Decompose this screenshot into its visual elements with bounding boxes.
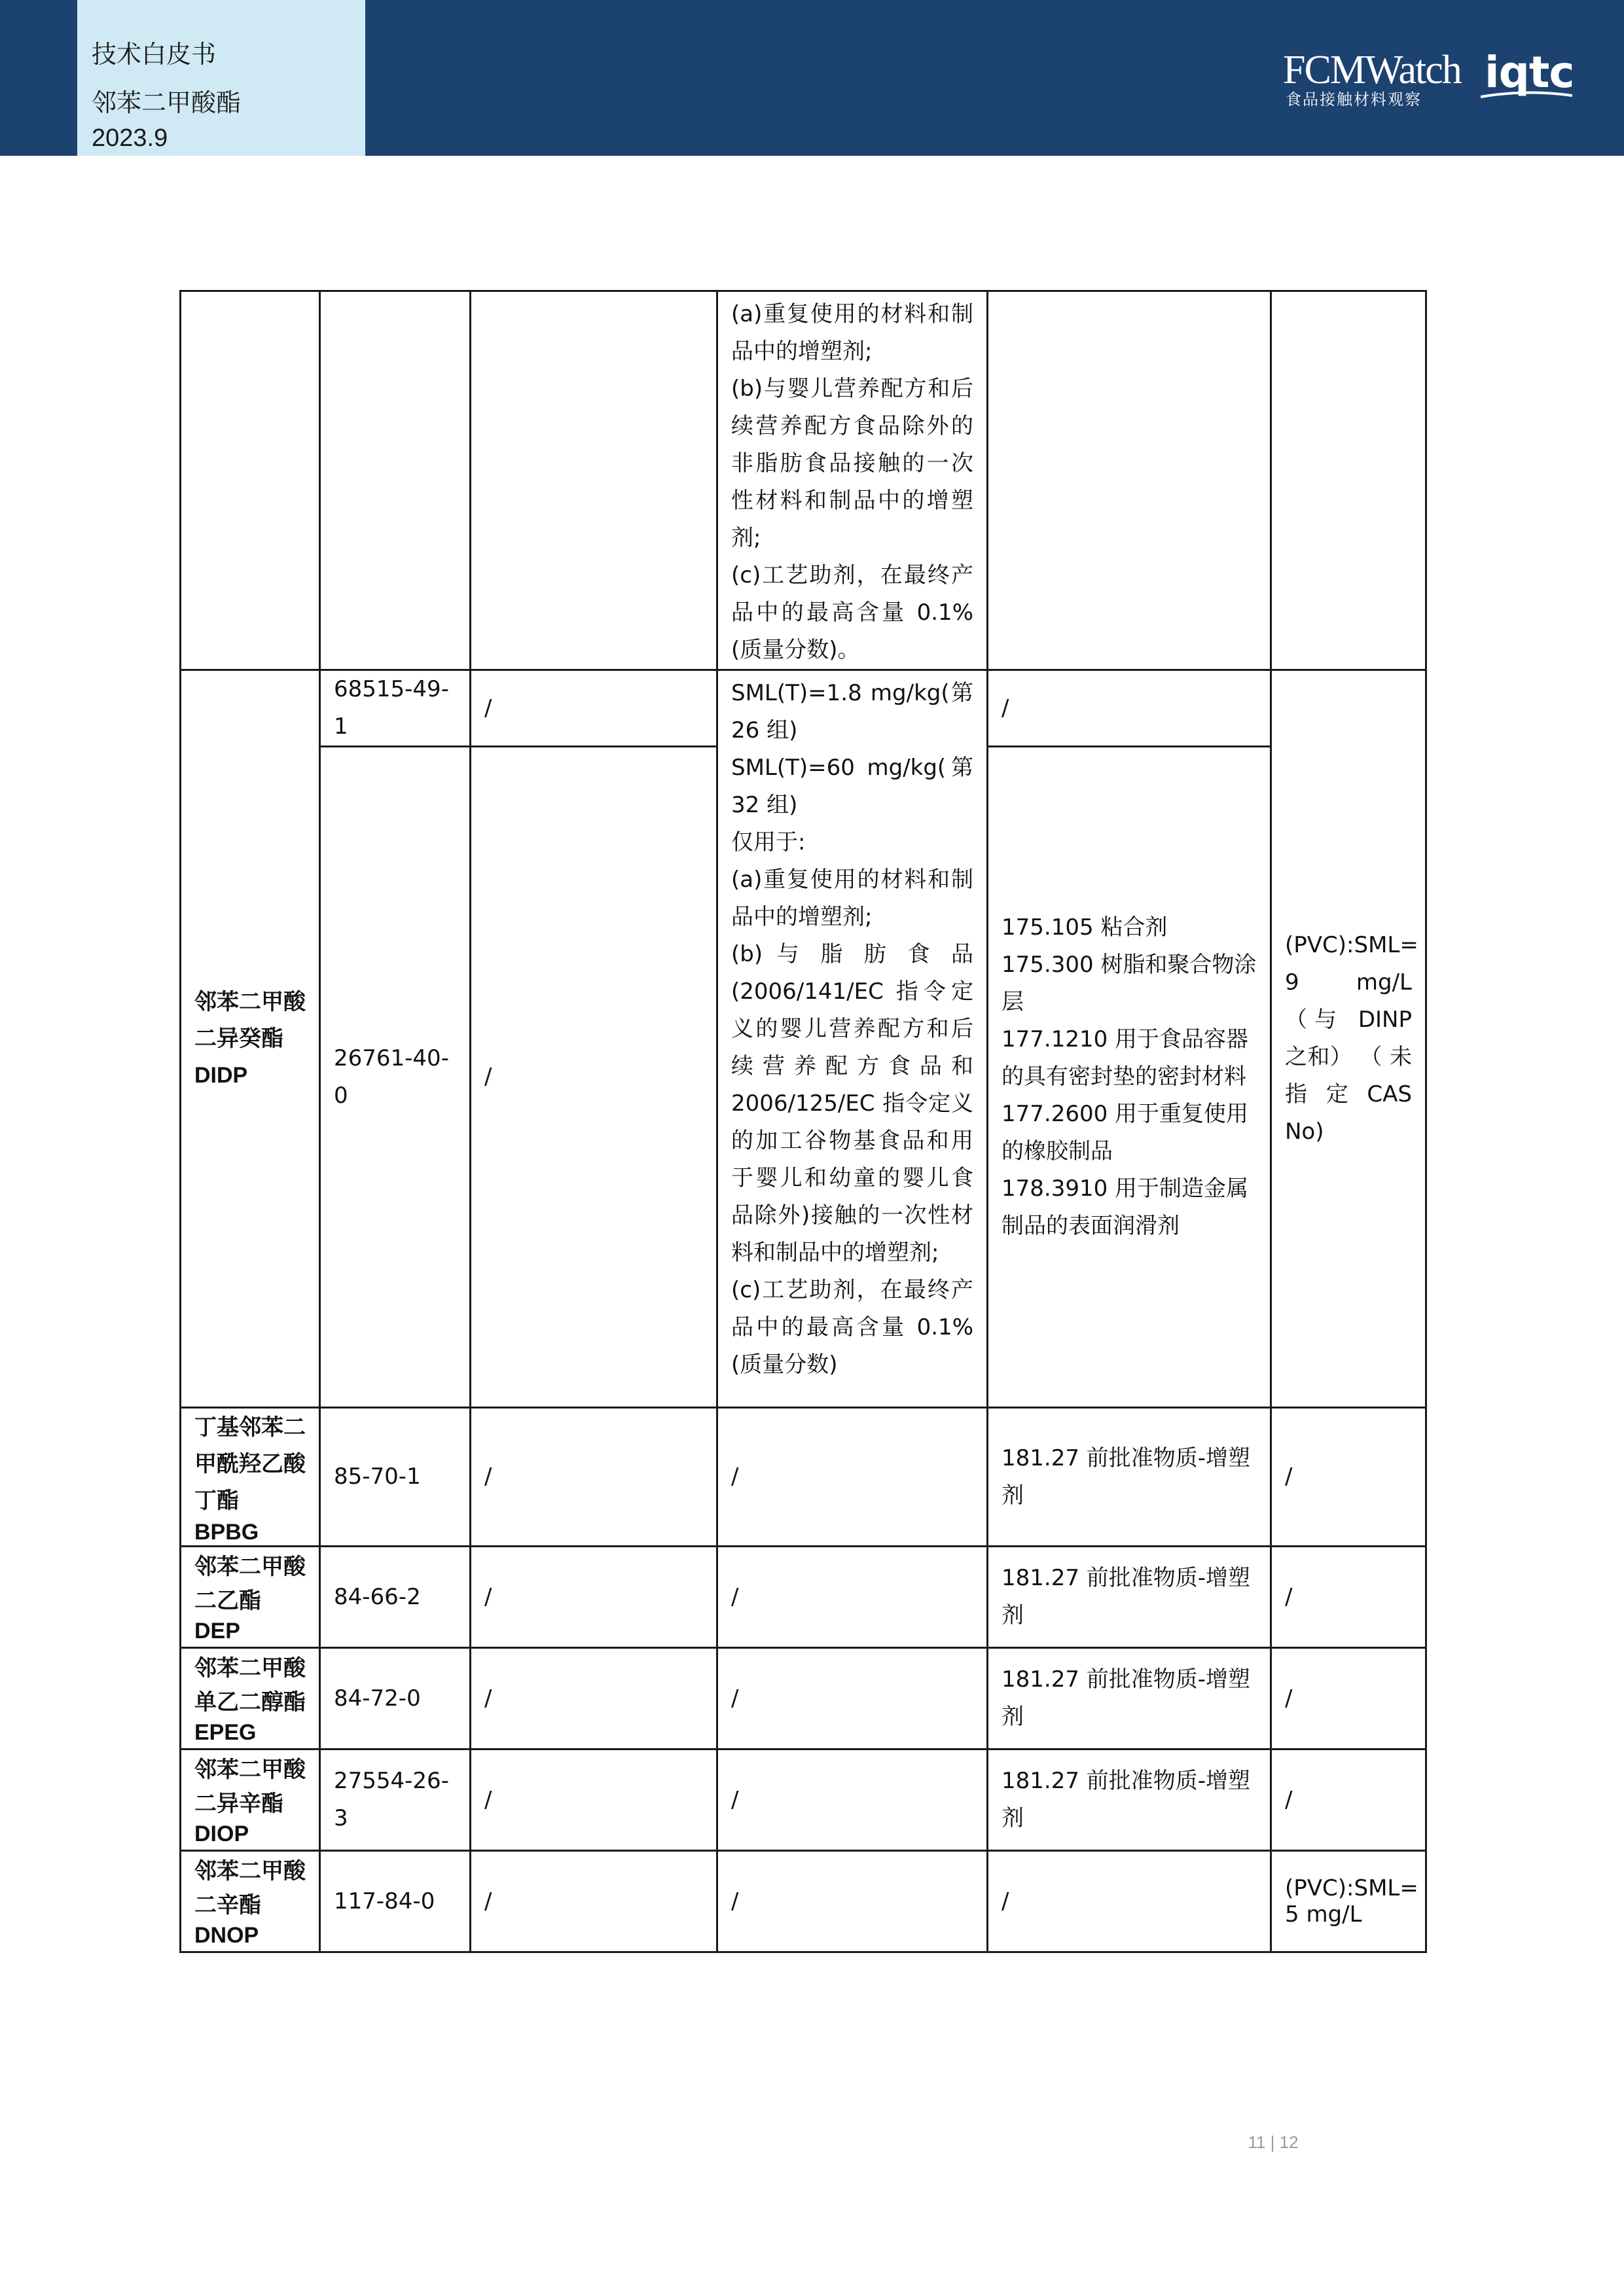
cas-number-cell: 117-84-0	[320, 1851, 471, 1952]
table-cell: /	[471, 1749, 717, 1851]
table-cell: /	[988, 670, 1271, 747]
substance-name-cell: 邻苯二甲酸 二异辛酯 DIOP	[181, 1749, 320, 1851]
table-cell: /	[717, 1851, 988, 1952]
table-cell: /	[471, 1547, 717, 1648]
substance-name-cell: 邻苯二甲酸 二辛酯 DNOP	[181, 1851, 320, 1952]
fcmwatch-logo: FCMWatch	[1283, 48, 1461, 92]
table-cell	[1271, 291, 1426, 670]
table-cell	[320, 291, 471, 670]
table-cell: /	[471, 1408, 717, 1547]
table-cell: /	[471, 670, 717, 747]
table-cell: /	[1271, 1408, 1426, 1547]
table-row	[181, 1408, 1426, 1547]
iqtc-swoosh-icon	[1481, 88, 1572, 101]
table-cell: /	[471, 747, 717, 1408]
table-cell: /	[1271, 1648, 1426, 1749]
us-fda-regulation-cell: 181.27 前批准物质-增塑剂	[988, 1547, 1271, 1648]
us-fda-regulation-cell: 181.27 前批准物质-增塑剂	[988, 1648, 1271, 1749]
substance-name-cell: 邻苯二甲酸 二乙酯 DEP	[181, 1547, 320, 1648]
table-row	[181, 1851, 1426, 1952]
table-cell: /	[1271, 1547, 1426, 1648]
iqtc-logo: iqtc	[1485, 47, 1574, 98]
page-number: 11 | 12	[1248, 2132, 1299, 2152]
table-row-continued	[181, 291, 1426, 670]
cas-number-cell: 26761-40-0	[320, 747, 471, 1408]
table-cell: /	[717, 1648, 988, 1749]
cas-number-cell: 84-66-2	[320, 1547, 471, 1648]
substance-name-cell: 丁基邻苯二 甲酰羟乙酸 丁酯 BPBG	[181, 1408, 320, 1547]
table-row	[181, 1749, 1426, 1851]
table-cell	[181, 291, 320, 670]
us-fda-regulation-cell: 181.27 前批准物质-增塑剂	[988, 1749, 1271, 1851]
cas-number-cell: 85-70-1	[320, 1408, 471, 1547]
table-row	[181, 1547, 1426, 1648]
fcmwatch-logo-subtitle: 食品接触材料观察	[1286, 90, 1422, 109]
substance-name-cell: 邻苯二甲酸 二异癸酯 DIDP	[181, 670, 320, 1408]
cas-number-cell: 68515-49-1	[320, 670, 471, 747]
table-cell: /	[717, 1547, 988, 1648]
cas-number-cell: 84-72-0	[320, 1648, 471, 1749]
table-cell: /	[471, 1648, 717, 1749]
table-row	[181, 1648, 1426, 1749]
substance-name-cell: 邻苯二甲酸 单乙二醇酯 EPEG	[181, 1648, 320, 1749]
pvc-limit-cell: (PVC):SML= 9 mg/L （与 DINP 之和） （ 未 指 定 CAS No)	[1271, 670, 1426, 1408]
table-cell: /	[471, 1851, 717, 1952]
eu-restriction-cell: SML(T)=1.8 mg/kg(第 26 组) SML(T)=60 mg/kg(第 32 组) 仅用于: (a)重复使用的材料和制品中的增塑剂; (b) 与 脂 肪 食 品 (2006/141/EC 指令定义的婴儿营养配方和后续营养配方食品和 2006/125/EC 指令定义的加工谷物基食品和用于婴儿和幼童的婴儿食品除外)接触的一次性材料和制品中的增塑剂; (c)工艺助剂，在最终产品中的最高含量 0.1%(质量分数)	[717, 670, 988, 1408]
table-cell: /	[717, 1408, 988, 1547]
table-row-didp	[181, 670, 1426, 747]
eu-restriction-cell: (a)重复使用的材料和制品中的增塑剂; (b)与婴儿营养配方和后续营养配方食品除外的非脂肪食品接触的一次性材料和制品中的增塑剂; (c)工艺助剂，在最终产品中的最高含量 0.1% (质量分数)。	[717, 291, 988, 670]
doc-date: 2023.9	[92, 124, 168, 152]
table-cell: /	[988, 1851, 1271, 1952]
phthalate-regulation-table	[179, 290, 1427, 1953]
table-cell	[988, 291, 1271, 670]
doc-type: 技术白皮书	[92, 40, 217, 69]
table-cell: /	[717, 1749, 988, 1851]
cas-number-cell: 27554-26-3	[320, 1749, 471, 1851]
table-cell	[471, 291, 717, 670]
table-cell: /	[1271, 1749, 1426, 1851]
pvc-limit-cell: (PVC):SML= 5 mg/L	[1271, 1851, 1426, 1952]
doc-subject: 邻苯二甲酸酯	[92, 88, 242, 117]
header-title-tab	[77, 0, 365, 156]
us-fda-regulation-cell: 181.27 前批准物质-增塑剂	[988, 1408, 1271, 1547]
us-fda-regulation-cell: 175.105 粘合剂 175.300 树脂和聚合物涂层 177.1210 用于食品容器的具有密封垫的密封材料 177.2600 用于重复使用的橡胶制品 178.3910 用于制造金属制品的表面润滑剂	[988, 747, 1271, 1408]
